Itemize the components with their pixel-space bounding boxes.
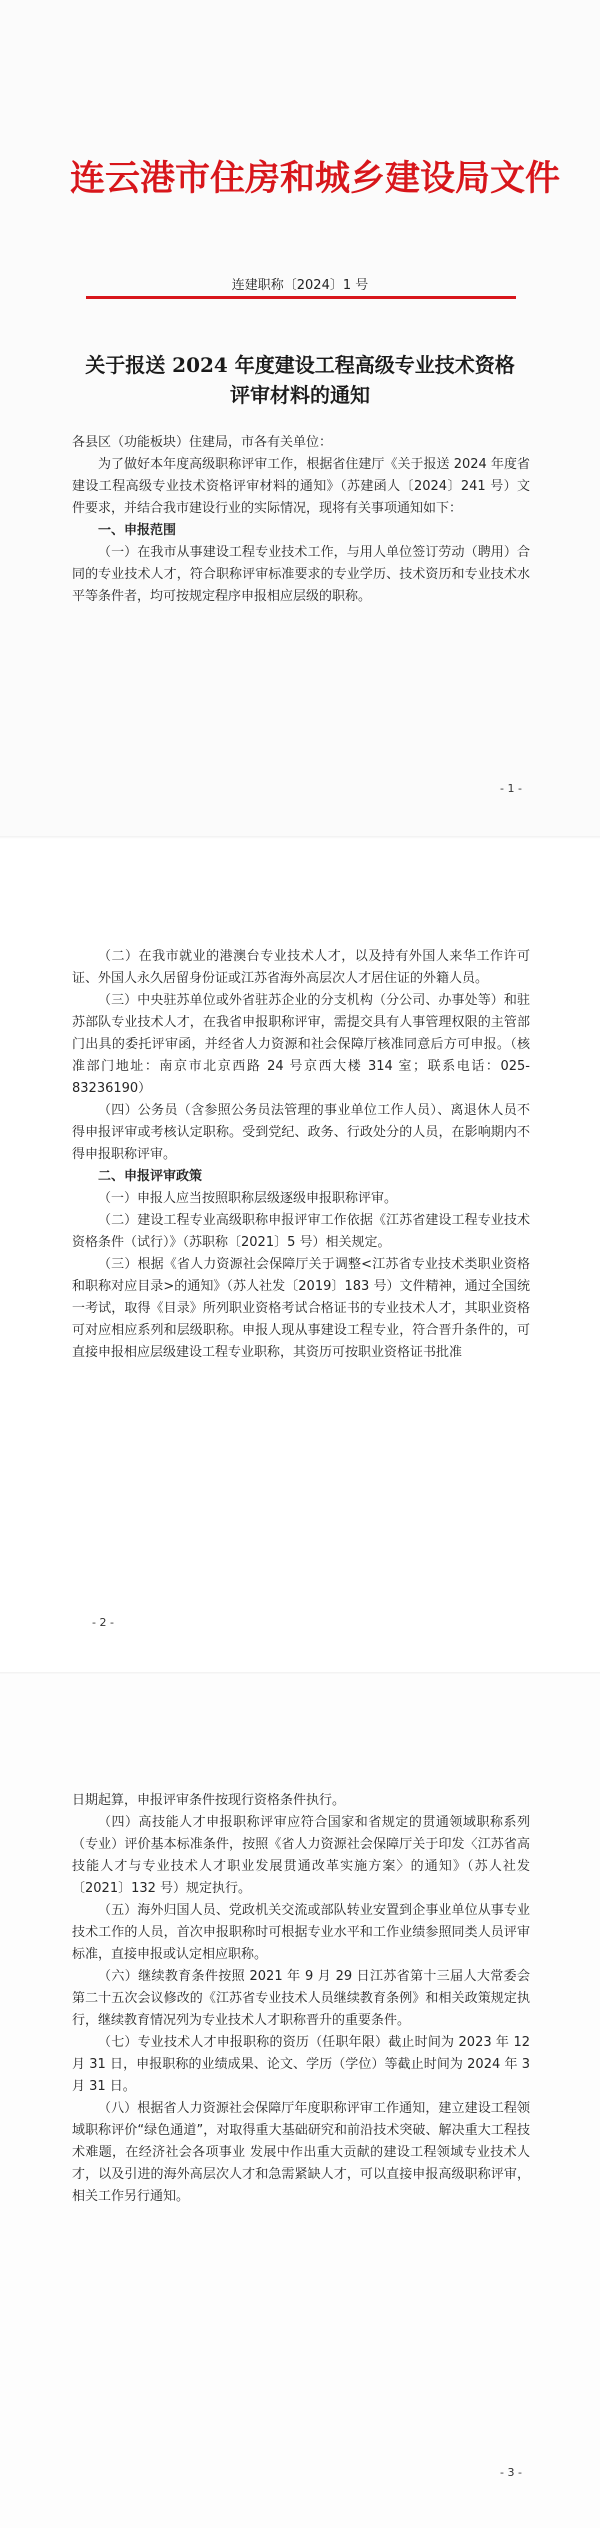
policy-item-5: （五）海外归国人员、党政机关交流或部队转业安置到企事业单位从事专业技术工作的人员，首次申报职称时可根据专业水平和工作业绩参照同类人员评审标准，直接申报或认定相应职称。 <box>72 1903 530 1962</box>
page-separator <box>0 836 600 839</box>
document-page-2 <box>0 836 600 1672</box>
notice-title-line-2: 评审材料的通知 <box>230 383 370 407</box>
policy-item-2: （二）建设工程专业高级职称申报评审工作依据《江苏省建设工程专业技术资格条件（试行）》（苏职称〔2021〕5 号）相关规定。 <box>72 1213 530 1250</box>
page-number-3: - 3 - <box>500 2466 522 2479</box>
red-divider-line <box>86 296 516 299</box>
policy-item-7: （七）专业技术人才申报职称的资历（任职年限）截止时间为 2023 年 12 月 31 日，申报职称的业绩成果、论文、学历（学位）等截止时间为 2024 年 3 月 31 日。 <box>72 2035 530 2094</box>
page-number-2: - 2 - <box>92 1616 114 1629</box>
intro-paragraph: 为了做好本年度高级职称评审工作，根据省住建厅《关于报送 2024 年度省建设工程高级专业技术资格评审材料的通知》（苏建函人〔2024〕241 号）文件要求，并结合我市建设行业的实际情况，现将有关事项通知如下： <box>72 457 530 516</box>
section-heading-1: 一、申报范围 <box>98 523 177 538</box>
notice-title-line-1: 关于报送 2024 年度建设工程高级专业技术资格 <box>85 353 515 377</box>
page-number-1: - 1 - <box>500 782 522 795</box>
scope-item-3: （三）中央驻苏单位或外省驻苏企业的分支机构（分公司、办事处等）和驻苏部队专业技术人才，在我省申报职称评审，需提交具有人事管理权限的主管部门出具的委托评审函，并经省人力资源和社会保障厅核准同意后方可申报。（核准部门地址：南京市北京西路 24 号京西大楼 314 室；联系电话：025-83236190） <box>72 993 530 1096</box>
page3-body <box>72 1790 530 2208</box>
page-separator <box>0 1672 600 1675</box>
document-header-title: 连云港市住房和城乡建设局文件 <box>70 158 561 199</box>
scope-item-4: （四）公务员（含参照公务员法管理的事业单位工作人员）、离退休人员不得申报评审或考核认定职称。受到党纪、政务、行政处分的人员，在影响期内不得申报职称评审。 <box>72 1103 530 1162</box>
page2-body <box>72 946 530 1364</box>
policy-item-3: （三）根据《省人力资源社会保障厅关于调整<江苏省专业技术类职业资格和职称对应目录>的通知》（苏人社发〔2019〕183 号）文件精神，通过全国统一考试，取得《目录》所列职业资格考试合格证书的专业技术人才，其职业资格可对应相应系列和层级职称。申报人现从事建设工程专业，符合晋升条件的，可直接申报相应层级建设工程专业职称，其资历可按职业资格证书批准 <box>72 1257 530 1360</box>
page1-body <box>72 432 530 608</box>
policy-item-8: （八）根据省人力资源社会保障厅年度职称评审工作通知，建立建设工程领域职称评价“绿色通道”，对取得重大基础研究和前沿技术突破、解决重大工程技术难题，在经济社会各项事业 发展中作出重大贡献的建设工程领域专业技术人才，以及引进的海外高层次人才和急需紧缺人才，可以直接申报高级职称评审，相关工作另行通知。 <box>72 2101 530 2204</box>
document-page-1 <box>0 0 600 836</box>
salutation: 各县区（功能板块）住建局，市各有关单位： <box>72 435 333 450</box>
section-heading-2: 二、申报评审政策 <box>98 1169 203 1184</box>
policy-item-6: （六）继续教育条件按照 2021 年 9 月 29 日江苏省第十三届人大常委会第二十五次会议修改的《江苏省专业技术人员继续教育条例》和相关政策规定执行，继续教育情况列为专业技术人才职称晋升的重要条件。 <box>72 1969 530 2028</box>
scope-item-1: （一）在我市从事建设工程专业技术工作，与用人单位签订劳动（聘用）合同的专业技术人才，符合职称评审标准要求的专业学历、技术资历和专业技术水平等条件者，均可按规定程序申报相应层级的职称。 <box>72 545 530 604</box>
document-page-3 <box>0 1672 600 2528</box>
document-number: 连建职称〔2024〕1 号 <box>231 278 369 293</box>
policy-item-1: （一）申报人应当按照职称层级逐级申报职称评审。 <box>98 1191 398 1206</box>
scope-item-2: （二）在我市就业的港澳台专业技术人才，以及持有外国人来华工作许可证、外国人永久居留身份证或江苏省海外高层次人才居住证的外籍人员。 <box>72 949 530 986</box>
policy-item-4: （四）高技能人才申报职称评审应符合国家和省规定的贯通领域职称系列（专业）评价基本标准条件，按照《省人力资源社会保障厅关于印发〈江苏省高技能人才与专业技术人才职业发展贯通改革实施方案〉的通知》（苏人社发〔2021〕132 号）规定执行。 <box>72 1815 530 1896</box>
notice-title <box>60 350 540 410</box>
policy-item-3-continued: 日期起算，申报评审条件按现行资格条件执行。 <box>72 1793 346 1808</box>
